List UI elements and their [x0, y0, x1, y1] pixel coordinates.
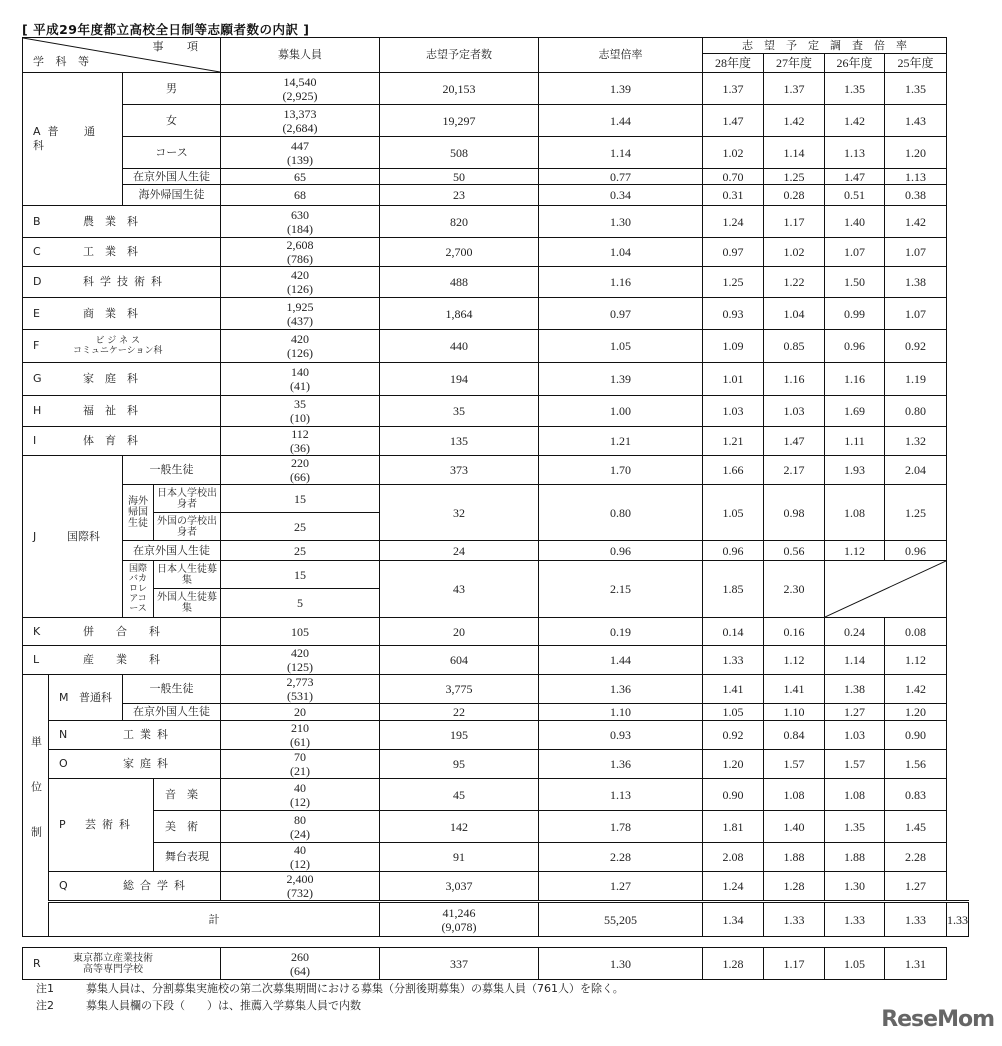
applicants-cell: 142: [380, 811, 539, 843]
kosen-table: [22, 947, 947, 980]
hist-cell: 1.10: [764, 704, 825, 721]
row-label-l: L 産業科: [23, 646, 221, 675]
quota-cell: 40 (12): [221, 779, 380, 811]
hist-cell: 1.03: [825, 721, 885, 750]
row-label-m: M 普通科: [49, 675, 123, 721]
quota-cell: 25: [221, 541, 380, 561]
applicants-cell: 820: [380, 206, 539, 238]
ratio-cell: 1.44: [539, 105, 703, 137]
hist-cell: 2.08: [703, 843, 764, 872]
row-label-n: N 工業科: [49, 721, 221, 750]
hist-cell: 1.22: [764, 267, 825, 298]
not-applicable-cell: [825, 561, 947, 618]
hist-cell: 0.98: [764, 485, 825, 541]
quota-cell: 14,540 (2,925): [221, 73, 380, 105]
table-row: [23, 137, 969, 169]
hist-cell: 1.88: [825, 843, 885, 872]
quota-cell: 13,373 (2,684): [221, 105, 380, 137]
row-letter: A: [33, 125, 41, 138]
hist-cell: 1.35: [825, 73, 885, 105]
quota-cell: 5: [221, 589, 380, 618]
table-row: [23, 396, 969, 427]
hist-cell: 1.05: [825, 948, 885, 980]
applicants-cell: 55,205: [539, 902, 703, 937]
hist-cell: 2.17: [764, 456, 825, 485]
sub-label: 在京外国人生徒: [123, 704, 221, 721]
table-row: [23, 427, 969, 456]
hist-cell: 1.33: [764, 902, 825, 937]
row-label-a: [23, 73, 123, 206]
applicants-cell: 373: [380, 456, 539, 485]
applicants-cell: 19,297: [380, 105, 539, 137]
hist-cell: 1.47: [764, 427, 825, 456]
quota-cell: 112 (36): [221, 427, 380, 456]
hist-cell: 1.07: [885, 298, 947, 330]
row-label-i: I 体育科: [23, 427, 221, 456]
hist-cell: 1.01: [703, 363, 764, 396]
applicants-cell: 50: [380, 169, 539, 185]
table-row: [23, 267, 969, 298]
row-label-h: H 福祉科: [23, 396, 221, 427]
hist-cell: 1.50: [825, 267, 885, 298]
total-row: [23, 902, 969, 937]
hist-cell: 1.43: [885, 105, 947, 137]
applicants-cell: 3,775: [380, 675, 539, 704]
hist-cell: 1.57: [825, 750, 885, 779]
hist-cell: 0.24: [825, 618, 885, 646]
hist-cell: 1.20: [703, 750, 764, 779]
hist-cell: 1.47: [825, 169, 885, 185]
quota-cell: 630 (184): [221, 206, 380, 238]
quota-cell: 220 (66): [221, 456, 380, 485]
hist-cell: 0.38: [885, 185, 947, 206]
hist-cell: 1.56: [885, 750, 947, 779]
quota-cell: 2,773 (531): [221, 675, 380, 704]
diagonal-line: [825, 561, 946, 617]
ratio-cell: 1.44: [539, 646, 703, 675]
table-row: [23, 456, 969, 485]
hist-cell: 1.27: [885, 872, 947, 902]
quota-cell: 20: [221, 704, 380, 721]
hist-cell: 1.25: [885, 485, 947, 541]
row-name: 普 通 科: [33, 125, 107, 152]
quota-cell: 35 (10): [221, 396, 380, 427]
quota-cell: 15: [221, 561, 380, 589]
hist-cell: 1.05: [703, 704, 764, 721]
ratio-cell: 1.39: [539, 73, 703, 105]
ratio-cell: 1.05: [539, 330, 703, 363]
table-row: [23, 541, 969, 561]
ratio-cell: 0.80: [539, 485, 703, 541]
quota-cell: 105: [221, 618, 380, 646]
table-row: [23, 704, 969, 721]
sub-label: 在京外国人生徒: [123, 541, 221, 561]
row-label-c: C 工業科: [23, 238, 221, 267]
hist-cell: 1.57: [764, 750, 825, 779]
hist-cell: 0.93: [703, 298, 764, 330]
hist-cell: 1.12: [885, 646, 947, 675]
sub-label: 一般生徒: [123, 456, 221, 485]
ratio-cell: 1.70: [539, 456, 703, 485]
hist-cell: 1.37: [703, 73, 764, 105]
applicants-cell: 35: [380, 396, 539, 427]
header-ratio: 志望倍率: [539, 38, 703, 73]
hist-cell: 1.20: [885, 704, 947, 721]
hist-cell: 1.42: [885, 675, 947, 704]
unit-system-label: 単位制: [23, 675, 49, 937]
applicants-cell: 3,037: [380, 872, 539, 902]
sub-label: 女: [123, 105, 221, 137]
hist-cell: 1.85: [703, 561, 764, 618]
footnote: 注2 募集人員欄の下段（ ）は、推薦入学募集人員で内数: [36, 999, 361, 1012]
hist-cell: 1.40: [764, 811, 825, 843]
sub-label: コース: [123, 137, 221, 169]
header-item-label: 事 項: [152, 40, 208, 53]
table-row: [23, 646, 969, 675]
table-row: [23, 185, 969, 206]
quota-cell: 210 (61): [221, 721, 380, 750]
hist-cell: 1.09: [703, 330, 764, 363]
quota-cell: 70 (21): [221, 750, 380, 779]
hist-cell: 0.56: [764, 541, 825, 561]
applicants-cell: 22: [380, 704, 539, 721]
table-row: [23, 561, 969, 589]
sub-label: 日本人生徒募集: [154, 561, 221, 589]
hist-cell: 0.84: [764, 721, 825, 750]
hist-cell: 1.33: [825, 902, 885, 937]
hist-cell: 0.70: [703, 169, 764, 185]
ratio-cell: 0.93: [539, 721, 703, 750]
ratio-cell: 1.13: [539, 779, 703, 811]
applicants-cell: 1,864: [380, 298, 539, 330]
ratio-cell: 1.00: [539, 396, 703, 427]
sub-label: 外国人生徒募集: [154, 589, 221, 618]
ratio-cell: 0.97: [539, 298, 703, 330]
quota-cell: 40 (12): [221, 843, 380, 872]
hist-cell: 1.66: [703, 456, 764, 485]
hist-cell: 1.17: [764, 206, 825, 238]
hist-cell: 1.20: [885, 137, 947, 169]
ratio-cell: 1.36: [539, 675, 703, 704]
ratio-cell: 1.39: [539, 363, 703, 396]
header-corner: [23, 38, 221, 73]
hist-cell: 1.32: [885, 427, 947, 456]
hist-cell: 1.03: [703, 396, 764, 427]
hist-cell: 1.40: [825, 206, 885, 238]
hist-cell: 1.88: [764, 843, 825, 872]
hist-cell: 1.41: [764, 675, 825, 704]
hist-cell: 1.38: [885, 267, 947, 298]
header-year: 27年度: [764, 54, 825, 73]
hist-cell: 1.69: [825, 396, 885, 427]
hist-cell: 0.16: [764, 618, 825, 646]
hist-cell: 0.08: [885, 618, 947, 646]
applicants-cell: 604: [380, 646, 539, 675]
ratio-cell: 1.30: [539, 948, 703, 980]
row-label-e: E 商業科: [23, 298, 221, 330]
quota-cell: 447 (139): [221, 137, 380, 169]
applicants-cell: 45: [380, 779, 539, 811]
hist-cell: 1.11: [825, 427, 885, 456]
quota-cell: 68: [221, 185, 380, 206]
header-quota: 募集人員: [221, 38, 380, 73]
hist-cell: 1.13: [885, 169, 947, 185]
ratio-cell: 1.16: [539, 267, 703, 298]
applicants-cell: 23: [380, 185, 539, 206]
hist-cell: 1.08: [764, 779, 825, 811]
hist-cell: 0.83: [885, 779, 947, 811]
hist-cell: 1.37: [764, 73, 825, 105]
hist-cell: 1.14: [825, 646, 885, 675]
applicants-breakdown-table: [22, 37, 969, 937]
hist-cell: 1.81: [703, 811, 764, 843]
table-row: [23, 363, 969, 396]
quota-cell: 80 (24): [221, 811, 380, 843]
header-applicants: 志望予定者数: [380, 38, 539, 73]
row-label-d: D 科学技術科: [23, 267, 221, 298]
hist-cell: 1.42: [825, 105, 885, 137]
hist-cell: 1.19: [885, 363, 947, 396]
hist-cell: 1.03: [764, 396, 825, 427]
hist-cell: 1.13: [825, 137, 885, 169]
hist-cell: 1.25: [703, 267, 764, 298]
quota-cell: 140 (41): [221, 363, 380, 396]
quota-cell: 260 (64): [221, 948, 380, 980]
hist-cell: 1.04: [764, 298, 825, 330]
applicants-cell: 91: [380, 843, 539, 872]
ratio-cell: 1.78: [539, 811, 703, 843]
hist-cell: 1.47: [703, 105, 764, 137]
applicants-cell: 195: [380, 721, 539, 750]
applicants-cell: 135: [380, 427, 539, 456]
hist-cell: 1.93: [825, 456, 885, 485]
hist-cell: 1.24: [703, 206, 764, 238]
hist-cell: 0.31: [703, 185, 764, 206]
hist-cell: 1.33: [885, 902, 947, 937]
row-label-g: G 家庭科: [23, 363, 221, 396]
hist-cell: 1.05: [703, 485, 764, 541]
ratio-cell: 1.27: [539, 872, 703, 902]
hist-cell: 0.28: [764, 185, 825, 206]
resemom-logo: ReseMom: [881, 1007, 994, 1032]
header-year: 25年度: [885, 54, 947, 73]
sub-label: 在京外国人生徒: [123, 169, 221, 185]
hist-cell: 0.90: [885, 721, 947, 750]
hist-cell: 2.28: [885, 843, 947, 872]
table-row: [23, 779, 969, 811]
hist-cell: 1.07: [885, 238, 947, 267]
row-label-p: P 芸術科: [49, 779, 154, 872]
hist-cell: 1.07: [825, 238, 885, 267]
group-label-ib: 国際バカロレアコース: [123, 561, 154, 618]
hist-cell: 2.04: [885, 456, 947, 485]
hist-cell: 1.08: [825, 485, 885, 541]
hist-cell: 0.51: [825, 185, 885, 206]
hist-cell: 1.33: [703, 646, 764, 675]
row-label-b: B 農業科: [23, 206, 221, 238]
hist-cell: 1.16: [764, 363, 825, 396]
hist-cell: 1.27: [825, 704, 885, 721]
total-label: 計: [49, 902, 380, 937]
hist-cell: 0.85: [764, 330, 825, 363]
hist-cell: 1.08: [825, 779, 885, 811]
row-label-k: K 併合科: [23, 618, 221, 646]
ratio-cell: 0.19: [539, 618, 703, 646]
row-label-r: R 東京都立産業技術 高等専門学校: [23, 948, 221, 980]
hist-cell: 1.42: [764, 105, 825, 137]
hist-cell: 1.02: [764, 238, 825, 267]
table-row: [23, 298, 969, 330]
applicants-cell: 194: [380, 363, 539, 396]
ratio-cell: 0.96: [539, 541, 703, 561]
hist-cell: 0.96: [703, 541, 764, 561]
hist-cell: 1.02: [703, 137, 764, 169]
sub-label: 音楽: [154, 779, 221, 811]
sub-label: 外国の学校出身者: [154, 513, 221, 541]
hist-cell: 1.12: [825, 541, 885, 561]
quota-cell: 1,925 (437): [221, 298, 380, 330]
hist-cell: 0.80: [885, 396, 947, 427]
table-row: [23, 105, 969, 137]
sub-label: 美術: [154, 811, 221, 843]
ratio-cell: 1.14: [539, 137, 703, 169]
footnote: 注1 募集人員は、分割募集実施校の第二次募集期間における募集（分割後期募集）の募集人員（761人）を除く。: [36, 982, 624, 995]
hist-cell: 0.92: [885, 330, 947, 363]
table-title: [ 平成29年度都立高校全日制等志願者数の内訳 ]: [22, 22, 310, 37]
quota-cell: 2,400 (732): [221, 872, 380, 902]
row-label-o: O 家庭科: [49, 750, 221, 779]
hist-cell: 1.16: [825, 363, 885, 396]
quota-cell: 2,608 (786): [221, 238, 380, 267]
hist-cell: 1.24: [703, 872, 764, 902]
hist-cell: 1.38: [825, 675, 885, 704]
header-year: 26年度: [825, 54, 885, 73]
hist-cell: 0.92: [703, 721, 764, 750]
hist-cell: 1.41: [703, 675, 764, 704]
hist-cell: 1.21: [703, 427, 764, 456]
applicants-cell: 508: [380, 137, 539, 169]
table-row: [23, 721, 969, 750]
quota-cell: 41,246 (9,078): [380, 902, 539, 937]
applicants-cell: 488: [380, 267, 539, 298]
group-label-returnee: 海外帰国生徒: [123, 485, 154, 541]
hist-cell: 2.30: [764, 561, 825, 618]
hist-cell: 1.30: [825, 872, 885, 902]
applicants-cell: 20,153: [380, 73, 539, 105]
ratio-cell: 0.34: [539, 185, 703, 206]
row-label-j: J 国際科: [23, 456, 123, 618]
hist-cell: 0.90: [703, 779, 764, 811]
applicants-cell: 32: [380, 485, 539, 541]
hist-cell: 0.96: [885, 541, 947, 561]
hist-cell: 1.42: [885, 206, 947, 238]
row-label-f: F ビ ジ ネ ス コミュニケーション科: [23, 330, 221, 363]
applicants-cell: 43: [380, 561, 539, 618]
table-row: [23, 750, 969, 779]
applicants-cell: 24: [380, 541, 539, 561]
hist-cell: 1.33: [947, 902, 969, 937]
applicants-cell: 440: [380, 330, 539, 363]
ratio-cell: 2.28: [539, 843, 703, 872]
table-row: [23, 675, 969, 704]
hist-cell: 1.14: [764, 137, 825, 169]
header-year: 28年度: [703, 54, 764, 73]
hist-cell: 1.28: [764, 872, 825, 902]
table-row: [23, 206, 969, 238]
table-row: [23, 843, 969, 872]
sub-label: 海外帰国生徒: [123, 185, 221, 206]
hist-cell: 1.28: [703, 948, 764, 980]
header-department-label: 学 科 等: [33, 55, 93, 68]
ratio-cell: 1.30: [539, 206, 703, 238]
quota-cell: 420 (125): [221, 646, 380, 675]
hist-cell: 1.31: [885, 948, 947, 980]
applicants-cell: 95: [380, 750, 539, 779]
table-row: [23, 618, 969, 646]
table-row: [23, 948, 947, 980]
table-row: [23, 73, 969, 105]
sub-label: 一般生徒: [123, 675, 221, 704]
hist-cell: 0.99: [825, 298, 885, 330]
ratio-cell: 1.36: [539, 750, 703, 779]
hist-cell: 1.12: [764, 646, 825, 675]
sub-label: 男: [123, 73, 221, 105]
header-survey-ratio: 志 望 予 定 調 査 倍 率: [703, 38, 947, 54]
quota-cell: 420 (126): [221, 267, 380, 298]
hist-cell: 1.17: [764, 948, 825, 980]
quota-cell: 25: [221, 513, 380, 541]
hist-cell: 0.14: [703, 618, 764, 646]
hist-cell: 0.97: [703, 238, 764, 267]
table-row: [23, 872, 969, 902]
ratio-cell: 2.15: [539, 561, 703, 618]
table-row: [23, 169, 969, 185]
quota-cell: 420 (126): [221, 330, 380, 363]
hist-cell: 1.35: [885, 73, 947, 105]
sub-label: 舞台表現: [154, 843, 221, 872]
hist-cell: 0.96: [825, 330, 885, 363]
table-row: [23, 811, 969, 843]
sub-label: 日本人学校出身者: [154, 485, 221, 513]
ratio-cell: 1.21: [539, 427, 703, 456]
quota-cell: 65: [221, 169, 380, 185]
applicants-cell: 20: [380, 618, 539, 646]
applicants-cell: 337: [380, 948, 539, 980]
footnotes: [36, 980, 624, 1014]
quota-cell: 15: [221, 485, 380, 513]
ratio-cell: 0.77: [539, 169, 703, 185]
hist-cell: 1.25: [764, 169, 825, 185]
ratio-cell: 1.10: [539, 704, 703, 721]
table-row: [23, 330, 969, 363]
applicants-cell: 2,700: [380, 238, 539, 267]
hist-cell: 1.35: [825, 811, 885, 843]
hist-cell: 1.45: [885, 811, 947, 843]
ratio-cell: 1.34: [703, 902, 764, 937]
ratio-cell: 1.04: [539, 238, 703, 267]
table-row: [23, 485, 969, 513]
table-row: [23, 238, 969, 267]
row-label-q: Q 総合学科: [49, 872, 221, 902]
